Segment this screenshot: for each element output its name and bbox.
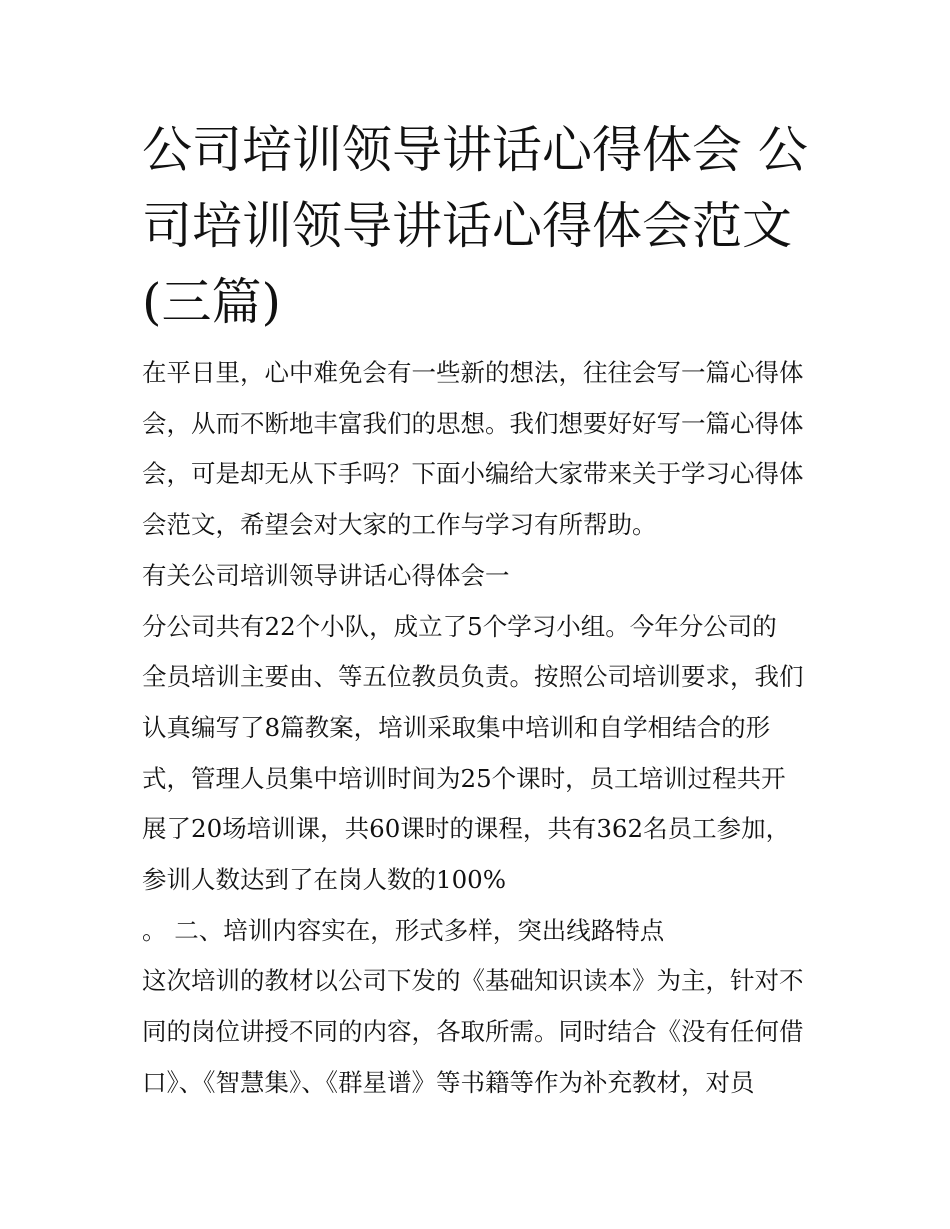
title-line: 公司培训领导讲话心得体会 公 — [142, 121, 808, 179]
paragraph-line: 式，管理人员集中培训时间为25个课时，员工培训过程共开 — [142, 763, 786, 793]
document-body — [142, 348, 822, 1109]
document-page — [142, 112, 822, 1109]
title-line: (三篇) — [142, 273, 282, 331]
paragraph-line: 这次培训的教材以公司下发的《基础知识读本》为主，针对不 — [142, 966, 804, 996]
intro-line: 会，从而不断地丰富我们的思想。我们想要好好写一篇心得体 — [142, 408, 804, 438]
intro-line: 在平日里，心中难免会有一些新的想法，往往会写一篇心得体 — [142, 358, 804, 387]
paragraph-line: 全员培训主要由、等五位教员负责。按照公司培训要求，我们 — [142, 662, 804, 692]
paragraph-line: 参训人数达到了在岗人数的100% — [142, 865, 507, 895]
document-title — [142, 112, 822, 340]
paragraph-line: 口》、《智慧集》、《群星谱》等书籍等作为补充教材，对员 — [142, 1067, 755, 1097]
subheading-line: 。 二、培训内容实在，形式多样，突出线路特点 — [142, 915, 665, 945]
paragraph-line: 展了20场培训课，共60课时的课程，共有362名员工参加， — [142, 814, 791, 844]
paragraph-line: 同的岗位讲授不同的内容，各取所需。同时结合《没有任何借 — [142, 1017, 804, 1047]
title-line: 司培训领导讲话心得体会范文 — [142, 197, 792, 255]
section-heading: 有关公司培训领导讲话心得体会一 — [142, 560, 510, 590]
paragraph-line: 分公司共有22个小队，成立了5个学习小组。今年分公司的 — [142, 611, 777, 641]
paragraph-line: 认真编写了8篇教案，培训采取集中培训和自学相结合的形 — [142, 712, 771, 742]
intro-line: 会范文，希望会对大家的工作与学习有所帮助。 — [142, 510, 657, 540]
intro-line: 会，可是却无从下手吗？下面小编给大家带来关于学习心得体 — [142, 459, 804, 489]
